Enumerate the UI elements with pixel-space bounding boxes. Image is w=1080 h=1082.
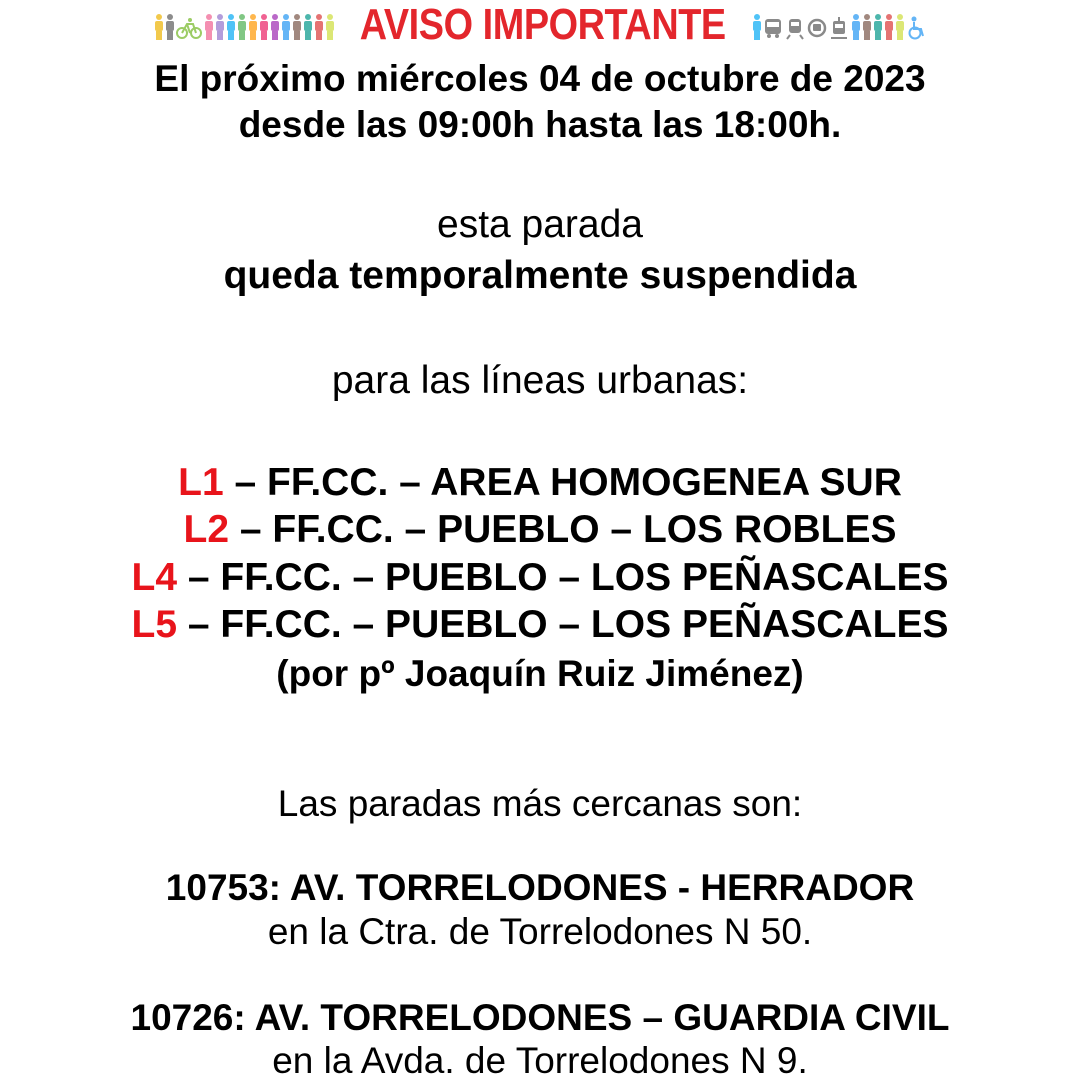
person-icon <box>292 14 301 40</box>
person-icon <box>895 14 904 40</box>
wheelchair-icon <box>906 16 926 40</box>
person-icon <box>215 14 224 40</box>
bus-icon <box>763 16 783 40</box>
person-icon <box>862 14 871 40</box>
route-line-l2 <box>0 508 1080 552</box>
person-icon <box>270 14 279 40</box>
person-icon <box>204 14 213 40</box>
person-icon <box>873 14 882 40</box>
nearby-stop-name: 10726: AV. TORRELODONES – GUARDIA CIVIL <box>130 997 950 1038</box>
person-icon <box>281 14 290 40</box>
notice-date: El próximo miércoles 04 de octubre de 2023 <box>154 58 926 99</box>
person-icon <box>259 14 268 40</box>
person-icon <box>226 14 235 40</box>
person-icon <box>851 14 860 40</box>
person-icon <box>154 14 163 40</box>
person-icon <box>248 14 257 40</box>
route-description: – FF.CC. – PUEBLO – LOS PEÑASCALES <box>177 556 949 599</box>
notice-time: desde las 09:00h hasta las 18:00h. <box>238 104 842 145</box>
tram-icon <box>829 16 849 40</box>
metro-icon <box>807 16 827 40</box>
stop-label: esta parada <box>437 203 643 246</box>
nearby-stop-address: en la Avda. de Torrelodones N 9. <box>272 1040 808 1081</box>
route-code: L2 <box>183 508 230 551</box>
route-note: (por pº Joaquín Ruiz Jiménez) <box>276 653 804 694</box>
route-code: L1 <box>178 461 224 504</box>
route-line-l1 <box>0 461 1080 505</box>
notice-title: AVISO IMPORTANTE <box>360 0 726 49</box>
person-icon <box>752 14 761 40</box>
person-icon <box>303 14 312 40</box>
bicycle-icon <box>176 16 202 40</box>
route-line-l4 <box>0 556 1080 600</box>
route-line-l5 <box>0 603 1080 647</box>
lines-intro: para las líneas urbanas: <box>331 359 749 402</box>
route-description: – FF.CC. – PUEBLO – LOS ROBLES <box>229 508 897 551</box>
route-description: – FF.CC. – AREA HOMOGENEA SUR <box>223 461 902 504</box>
route-code: L5 <box>131 603 178 646</box>
person-icon <box>165 14 174 40</box>
train-icon <box>785 16 805 40</box>
nearby-stops-intro: Las paradas más cercanas son: <box>277 783 803 824</box>
transport-icon-strip-right <box>752 10 926 40</box>
nearby-stop-name: 10753: AV. TORRELODONES - HERRADOR <box>165 867 915 908</box>
person-icon <box>884 14 893 40</box>
route-code: L4 <box>131 556 178 599</box>
suspended-text: queda temporalmente suspendida <box>223 254 857 297</box>
pedestrian-icon-strip-left <box>154 10 334 40</box>
person-icon <box>237 14 246 40</box>
route-description: – FF.CC. – PUEBLO – LOS PEÑASCALES <box>177 603 949 646</box>
nearby-stop-address: en la Ctra. de Torrelodones N 50. <box>267 911 813 952</box>
person-icon <box>314 14 323 40</box>
person-icon <box>325 14 334 40</box>
header-banner <box>0 0 1080 50</box>
